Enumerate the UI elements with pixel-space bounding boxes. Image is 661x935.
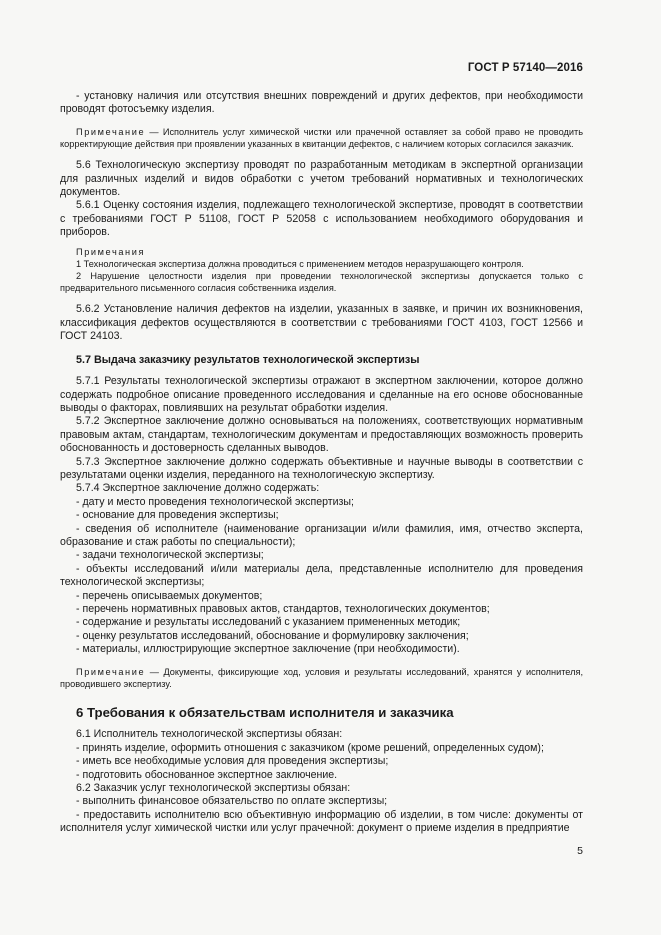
note-label: Примечание [76,666,146,677]
paragraph-text: 5.7.3 Экспертное заключение должно содержать объективные и научные выводы в соответствии с результатами оценки изделия, переданного на технологическую экспертизу. [60,455,583,481]
paragraph [60,375,583,415]
paragraph-text: - задачи технологической экспертизы; [76,549,264,562]
paragraph [60,563,583,590]
paragraph-text: 5.7.1 Результаты технологической экспертизы отражают в экспертном заключении, которое должно содержать подробное описание проведенного исследования и сделанные на его основе обоснованные выводы о факторах, повлиявших на результат обработки изделия. [60,375,583,414]
paragraph [60,456,583,483]
paragraph-text: - перечень описываемых документов; [76,589,263,602]
paragraph-text: - установку наличия или отсутствия внешних повреждений и других дефектов, при необходимости проводят фотосъемку изделия. [60,90,583,116]
paragraph [60,769,583,782]
paragraph [60,482,583,495]
paragraph-text: — Документы, фиксирующие ход, условия и результаты исследований, хранятся у исполнителя, проводившего экспертизу. [60,666,583,689]
note-label: Примечания [76,246,146,257]
paragraph-text: - перечень нормативных правовых актов, стандартов, технологических документов; [76,603,490,615]
paragraph-text: - принять изделие, оформить отношения с заказчиком (кроме решений, определенных судом); [76,741,544,754]
paragraph-text: 6.1 Исполнитель технологической экспертизы обязан: [76,728,343,741]
paragraph [60,616,583,629]
paragraph-text: - предоставить исполнителю всю объективную информацию об изделии, в том числе: документы от исполнителя услуг химической чистки или услуг прачечной: документ о приеме изделия в предприятие [60,808,583,835]
note-paragraph [60,126,583,150]
paragraph-text: - подготовить обоснованное экспертное заключение. [76,768,338,781]
note-label: Примечание [76,126,146,137]
paragraph [60,303,583,343]
paragraph [60,590,583,603]
document-code-header: ГОСТ Р 57140—2016 [467,62,583,74]
paragraph-text: 5.7 Выдача заказчику результатов технологической экспертизы [76,353,420,366]
paragraph [60,809,583,836]
paragraph-text: - объекты исследований и/или материалы дела, представленные исполнителю для проведения технологической экспертизы; [60,562,583,589]
paragraph [60,415,583,455]
paragraph-text: - оценку результатов исследований, обоснование и формулировку заключения; [76,629,469,642]
paragraph-text: - иметь все необходимые условия для проведения экспертизы; [76,755,389,768]
paragraph [60,258,583,270]
paragraph [60,742,583,755]
section-heading [60,354,583,367]
paragraph [60,199,583,239]
paragraph [60,643,583,656]
paragraph [60,728,583,741]
paragraph-text: - дату и место проведения технологической экспертизы; [76,495,354,508]
paragraph [60,603,583,616]
paragraph-text: 5.6 Технологическую экспертизу проводят по разработанным методикам в экспертной организации для различных изделий и видов обработки с учетом требований нормативных и технологических документов. [60,159,583,199]
paragraph [60,270,583,294]
paragraph-text: - материалы, иллюстрирующие экспертное заключение (при необходимости). [76,643,460,656]
paragraph [60,755,583,768]
page-number: 5 [577,845,583,857]
paragraph [60,509,583,522]
paragraph [60,549,583,562]
paragraph-text: 2 Нарушение целостности изделия при проведении технологической экспертизы допускается только с предварительного письменного согласия собственника изделия. [60,271,583,294]
paragraph-text: 1 Технологическая экспертиза должна проводиться с применением методов неразрушающего контроля. [76,258,524,269]
section-heading [60,706,583,719]
paragraph-text: 6.2 Заказчик услуг технологической экспертизы обязан: [76,782,351,795]
paragraph-text: 5.7.4 Экспертное заключение должно содержать: [76,482,320,495]
paragraph [60,795,583,808]
paragraph [60,630,583,643]
paragraph-text: - основание для проведения экспертизы; [76,509,279,522]
paragraph [60,782,583,795]
note-paragraph [60,666,583,690]
document-body [60,90,583,836]
paragraph [60,496,583,509]
paragraph-text: — Исполнитель услуг химической чистки или прачечной оставляет за собой право не проводить корректирующие действия при проявлении указанных в квитанции дефектов, с наличием которых согласился заказчик. [60,126,583,150]
paragraph-text: 5.6.1 Оценку состояния изделия, подлежащего технологической экспертизе, проводят в соответствии с требованиями ГОСТ Р 51108, ГОСТ Р 52058 с использованием необходимого оборудования и приборов. [60,199,583,239]
paragraph-text: - сведения об исполнителе (наименование организации и/или фамилия, имя, отчество эксперта, образование и стаж работы по специальности); [60,522,583,548]
paragraph-text: - содержание и результаты исследований с указанием примененных методик; [76,616,461,629]
paragraph-text: - выполнить финансовое обязательство по оплате экспертизы; [76,795,388,808]
paragraph-text: 6 Требования к обязательствам исполнителя и заказчика [76,705,454,721]
paragraph-text: 5.7.2 Экспертное заключение должно основываться на положениях, соответствующих нормативным правовым актам, стандартам, технологическим документам и предоставляющих возможность проверить обоснованность и достоверность сделанных выводов. [60,415,583,455]
paragraph-text: 5.6.2 Установление наличия дефектов на изделии, указанных в заявке, и причин их возникновения, классификация дефектов осуществляются в соответствии с требованиями ГОСТ 4103, ГОСТ 12566 и ГОСТ 24103. [60,303,583,343]
paragraph [60,523,583,550]
paragraph [60,90,583,117]
paragraph [60,159,583,199]
note-paragraph [60,246,583,258]
